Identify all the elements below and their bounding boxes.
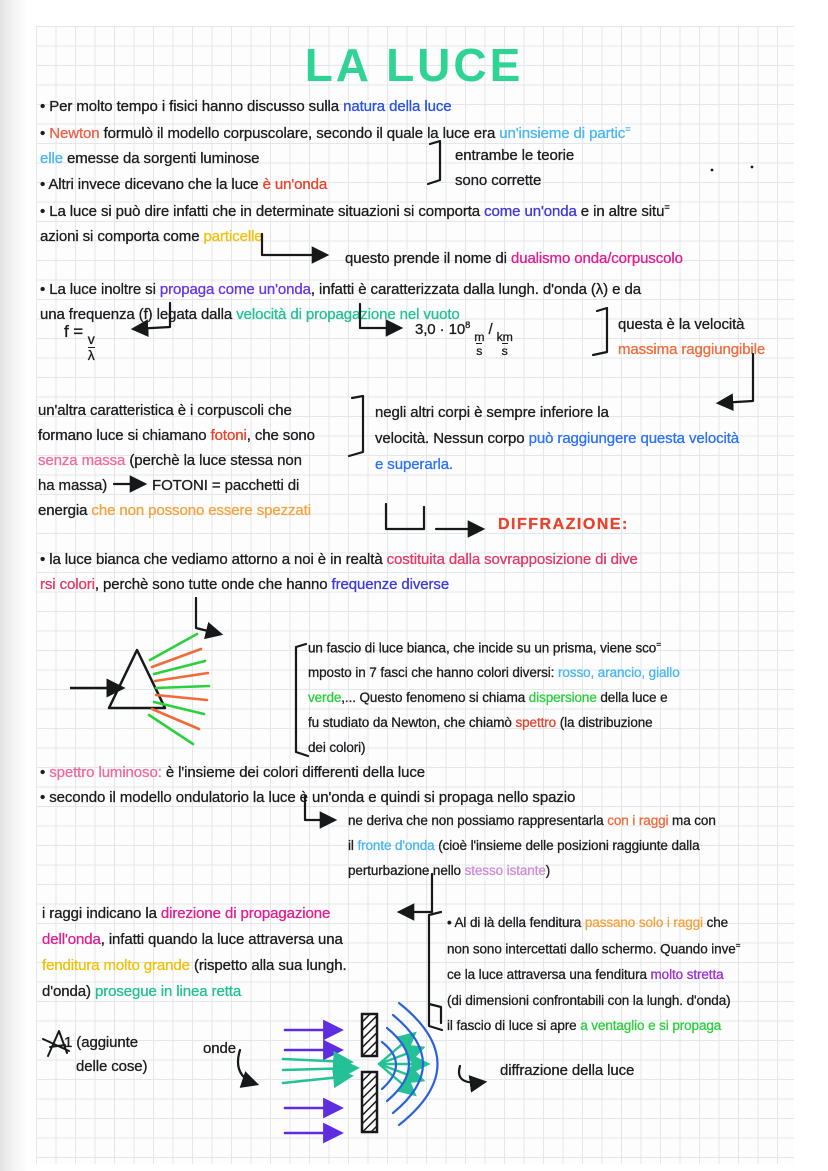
note-segment: (cioè l'insieme delle posizioni raggiunte dalla: [434, 838, 700, 853]
note-segment: una frequenza (f) legata dalla: [40, 306, 237, 323]
note-segment: un fascio di luce bianca, che incide su un prisma, viene sco: [308, 640, 657, 656]
note-line: [40, 150, 259, 167]
note-segment: velocità. Nessun corpo: [375, 430, 529, 447]
note-segment: perturbazione nello: [348, 863, 465, 878]
note-segment: fu studiato da Newton, che chiamò: [308, 715, 516, 730]
note-segment: f =: [64, 322, 88, 341]
note-line: [375, 404, 609, 421]
note-line: [308, 690, 667, 706]
note-segment: natura della luce: [343, 98, 452, 115]
note-line: [38, 427, 315, 444]
note-segment: è l'insieme dei colori differenti della luce: [161, 764, 425, 781]
note-segment: elle: [40, 150, 63, 167]
note-segment: (di dimensioni confrontabili con la lungh. d'onda): [447, 993, 731, 1008]
note-line: [40, 98, 451, 115]
note-line: [375, 456, 453, 473]
note-line: [455, 147, 574, 164]
note-segment: stesso istante: [464, 863, 546, 878]
note-segment: 1 (aggiunte: [64, 1034, 138, 1051]
note-line: [308, 715, 653, 731]
note-segment: dispersione: [528, 690, 597, 705]
note-line: [348, 813, 716, 829]
page-title: LA LUCE: [304, 39, 524, 91]
note-line: [40, 124, 631, 142]
speed-of-light-value: [415, 320, 513, 358]
note-segment: spettro: [515, 715, 557, 730]
note-line: [40, 306, 460, 323]
note-line: [308, 665, 680, 681]
note-segment: •: [40, 125, 50, 142]
note-line: [447, 993, 731, 1009]
note-segment: , infatti è caratterizzata dalla lungh. d'onda (λ) e da: [310, 281, 641, 298]
note-line: [38, 452, 302, 469]
note-segment: • Per molto tempo i fisici hanno discusso sulla: [40, 98, 344, 115]
note-segment: ma con: [668, 813, 716, 828]
note-segment: FOTONI = pacchetti di: [152, 477, 300, 494]
note-segment: questo prende il nome di: [345, 250, 511, 267]
note-segment: • secondo il modello ondulatorio la luce è un'onda e quindi si propaga nello spazio: [40, 789, 576, 806]
note-segment: (perchè la luce stessa non: [125, 452, 302, 469]
note-line: [40, 789, 575, 806]
note-segment: rsi colori: [40, 576, 95, 593]
note-segment: dei colori): [308, 740, 366, 755]
note-line: [42, 931, 343, 948]
note-segment: il fascio di luce si apre: [447, 1018, 581, 1033]
note-line: [40, 576, 449, 593]
note-line: [447, 941, 740, 957]
note-segment: un'altra caratteristica è i corpuscoli che: [38, 402, 292, 419]
frequency-formula: [64, 322, 95, 363]
note-line: [40, 764, 425, 781]
note-segment: delle cose): [76, 1058, 148, 1075]
fraction: $\frac{km}{s}$: [496, 330, 513, 359]
fraction: $\frac{v}{\lambda}$: [87, 331, 95, 363]
note-line: [447, 967, 724, 983]
note-line: [40, 202, 670, 220]
note-segment: energia: [38, 502, 92, 519]
note-segment: costituita dalla sovrapposizione di dive: [386, 551, 638, 568]
note-segment: come un'onda: [484, 203, 577, 220]
note-line: [375, 430, 739, 447]
note-segment: direzione di propagazione: [160, 905, 331, 922]
note-segment: /: [484, 321, 497, 338]
diffrazione-label: [500, 1062, 634, 1079]
note-line: [38, 402, 292, 419]
note-segment: e superarla.: [375, 456, 454, 473]
note-segment: mposto in 7 fasci che hanno colori diversi:: [308, 665, 558, 680]
note-segment: con i raggi: [607, 813, 669, 828]
note-segment: fronte d'onda: [357, 838, 435, 853]
note-line: [38, 477, 107, 494]
note-segment: frequenze diverse: [331, 576, 450, 593]
note-segment: =: [656, 639, 661, 649]
note-segment: 8: [465, 320, 471, 330]
note-segment: che: [702, 915, 729, 930]
note-segment: molto stretta: [650, 967, 724, 982]
note-segment: •: [40, 764, 50, 781]
note-segment: ce la luce attraversa una fenditura: [447, 967, 651, 982]
note-segment: emesse da sorgenti luminose: [62, 150, 260, 167]
note-segment: =: [625, 124, 631, 134]
note-segment: entrambe le teorie: [455, 147, 575, 164]
note-segment: onde: [203, 1040, 236, 1057]
note-segment: i raggi indicano la: [42, 905, 161, 922]
note-segment: 3,0 · 10: [415, 321, 466, 338]
note-segment: dualismo onda/corpuscolo: [510, 250, 683, 267]
note-segment: fenditura molto grande: [42, 957, 190, 974]
note-segment: • La luce si può dire infatti che in determinate situazioni si comporta: [40, 203, 485, 220]
note-segment: questa è la velocità: [618, 316, 745, 333]
note-line: [40, 228, 263, 245]
note-line: [345, 250, 683, 267]
note-line: [618, 316, 744, 333]
diffrazione-heading: [498, 516, 629, 534]
note-segment: • Al di là della fenditura: [447, 915, 585, 930]
note-segment: senza massa: [38, 452, 126, 469]
note-segment: verde: [308, 690, 342, 705]
note-segment: prosegue in linea retta: [94, 983, 242, 1000]
note-line: [152, 477, 299, 494]
note-segment: della luce e: [596, 690, 668, 705]
note-segment: propaga come un'onda: [159, 281, 311, 298]
note-segment: d'onda): [42, 983, 95, 1000]
note-line: [447, 1018, 721, 1034]
note-segment: • La luce inoltre si: [40, 281, 160, 298]
note-segment: =: [664, 202, 670, 212]
note-line: [348, 838, 699, 854]
note-line: [42, 905, 330, 922]
note-segment: DIFFRAZIONE:: [498, 516, 629, 533]
note-line: [40, 281, 641, 298]
note-line: [348, 863, 550, 879]
note-segment: negli altri corpi è sempre inferiore la: [375, 404, 609, 421]
note-line: [447, 915, 728, 931]
note-segment: , perchè sono tutte onde che hanno: [94, 576, 332, 593]
note-segment: spettro luminoso:: [49, 764, 162, 781]
note-segment: dell'onda: [42, 931, 101, 948]
note-line: [40, 551, 638, 568]
note-line: [308, 740, 365, 756]
note-segment: formulò il modello corpuscolare, secondo il quale la luce era: [99, 125, 500, 142]
note-line: [308, 640, 661, 656]
note-segment: ,... Questo fenomeno si chiama: [341, 690, 529, 705]
note-segment: • Altri invece dicevano che la luce: [40, 176, 263, 193]
note-segment: passano solo i raggi: [584, 915, 703, 930]
note-segment: a ventaglio e si propaga: [580, 1018, 722, 1033]
note-segment: =: [735, 940, 741, 950]
note-segment: formano luce si chiamano: [38, 427, 211, 444]
note-segment: fotoni: [210, 427, 247, 444]
note-line: [38, 502, 311, 519]
figure-caption: [64, 1034, 138, 1051]
note-segment: velocità di propagazione nel vuoto: [236, 306, 460, 323]
note-segment: può raggiungere questa velocità: [528, 430, 740, 447]
note-segment: (la distribuzione: [556, 715, 653, 730]
note-segment: massima raggiungibile: [618, 341, 766, 358]
note-segment: diffrazione della luce: [500, 1062, 635, 1079]
note-segment: , infatti quando la luce attraversa una: [100, 931, 343, 948]
note-line: [455, 172, 541, 189]
note-segment: sono corrette: [455, 172, 542, 189]
note-segment: ha massa): [38, 477, 108, 494]
note-line: [42, 983, 241, 1000]
note-segment: (rispetto alla sua lungh.: [189, 957, 347, 974]
note-segment: , che sono: [246, 427, 315, 444]
note-segment: un'insieme di partic: [499, 125, 626, 142]
note-line: [40, 176, 327, 193]
note-line: [42, 957, 347, 974]
figure-caption: [76, 1058, 147, 1075]
onde-label: [203, 1040, 236, 1057]
note-segment: rosso, arancio, giallo: [557, 665, 680, 680]
note-segment: che non possono essere spezzati: [91, 502, 311, 519]
note-segment: non sono intercettati dallo schermo. Quando inve: [447, 941, 736, 957]
note-segment: • la luce bianca che vediamo attorno a noi è in realtà: [40, 551, 387, 568]
note-segment: Newton: [49, 125, 100, 142]
note-segment: è un'onda: [262, 176, 328, 193]
note-segment: ): [545, 863, 551, 878]
fraction: $\frac{m}{s}$: [474, 330, 485, 359]
note-segment: il: [348, 838, 358, 853]
note-segment: azioni si comporta come: [40, 228, 204, 245]
note-line: [618, 341, 765, 358]
note-segment: particelle: [203, 228, 263, 245]
note-segment: ne deriva che non possiamo rappresentarla: [348, 813, 608, 828]
note-segment: e in altre situ: [576, 203, 665, 220]
